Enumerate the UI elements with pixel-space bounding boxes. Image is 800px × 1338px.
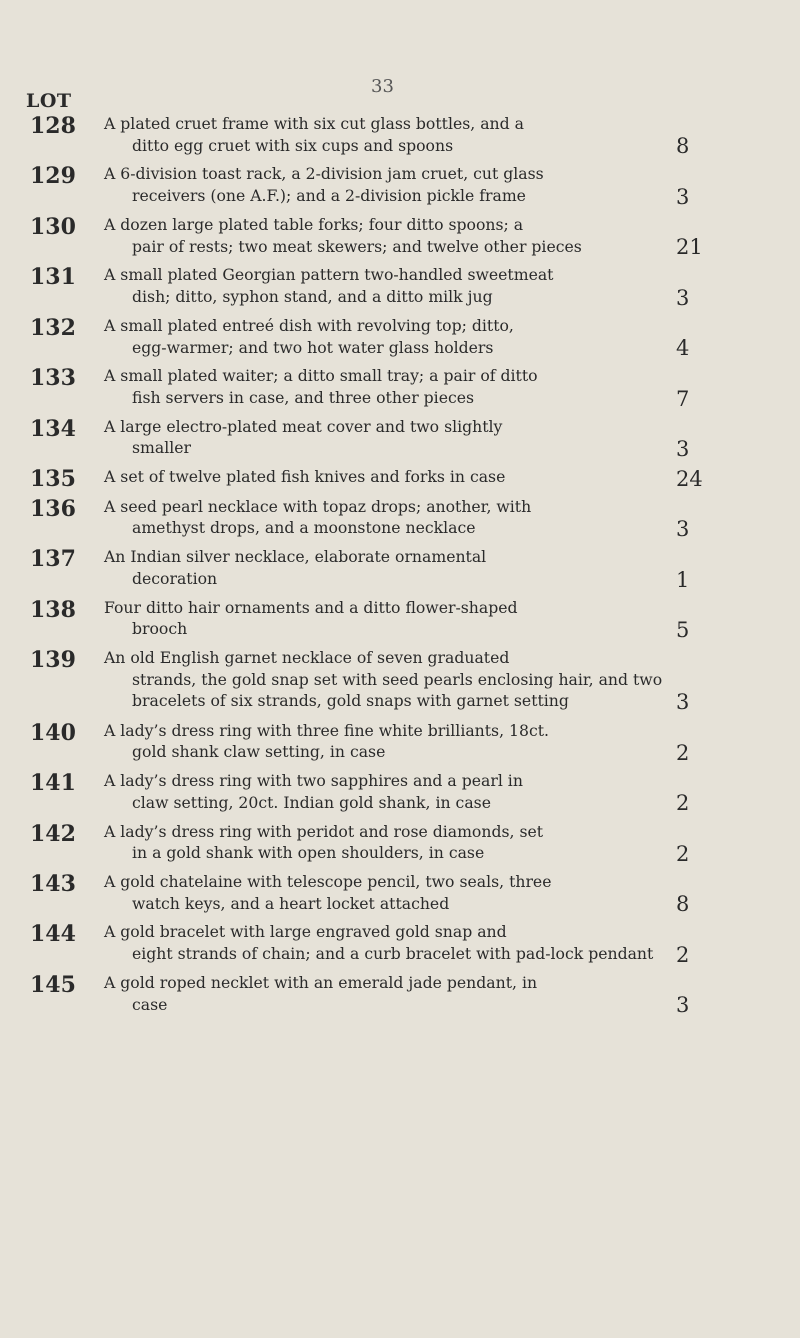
lot-description: A dozen large plated table forks; four ditto spoons; a pair of rests; two meat skewers; and twelve other pieces — [104, 214, 582, 256]
lot-price: 2 — [676, 740, 690, 765]
lot-description: A large electro-plated meat cover and two slightly smaller — [104, 416, 503, 458]
lot-number: 145 — [30, 971, 76, 998]
lot-price: 2 — [676, 791, 690, 816]
lot-price: 5 — [676, 618, 690, 642]
lot-description: A plated cruet frame with six cut glass bottles, and a ditto egg cruet with six cups and spoons — [104, 114, 524, 155]
lot-number: 138 — [30, 596, 76, 623]
lot-number: 137 — [30, 546, 76, 573]
lot-price: 4 — [676, 336, 690, 361]
lot-column-header: LOT — [26, 90, 72, 112]
lot-description: A set of twelve plated fish knives and forks in case — [104, 467, 506, 487]
lot-number: 132 — [30, 314, 76, 341]
lot-price: 21 — [676, 235, 703, 260]
lot-number: 144 — [30, 921, 76, 948]
lot-number: 140 — [30, 719, 76, 746]
lot-price: 3 — [676, 437, 690, 462]
lot-price: 3 — [676, 184, 690, 209]
lot-number: 142 — [30, 820, 76, 847]
lot-description: A gold roped necklet with an emerald jade pendant, in case — [104, 972, 538, 1014]
lot-price: 3 — [676, 690, 690, 715]
lot-description: Four ditto hair ornaments and a ditto flower-shaped brooch — [104, 597, 518, 639]
lot-price: 7 — [676, 386, 690, 411]
lot-description: A lady’s dress ring with two sapphires and a pearl in claw setting, 20ct. Indian gold shank, in case — [104, 771, 523, 812]
lot-description: An Indian silver necklace, elaborate ornamental decoration — [104, 547, 487, 588]
lot-price: 3 — [676, 285, 690, 310]
lot-description: A seed pearl necklace with topaz drops; another, with amethyst drops, and a moonstone necklace — [104, 496, 532, 538]
lot-number: 141 — [30, 770, 76, 797]
lot-price: 8 — [676, 134, 690, 159]
lot-price: 24 — [676, 466, 703, 491]
lot-description: A lady’s dress ring with three fine white brilliants, 18ct. gold shank claw setting, in case — [104, 720, 549, 762]
lot-number: 133 — [30, 365, 76, 392]
lot-description: A small plated waiter; a ditto small tray; a pair of ditto fish servers in case, and three other pieces — [104, 366, 538, 407]
lot-description: A gold chatelaine with telescope pencil, two seals, three watch keys, and a heart locket attached — [104, 871, 552, 913]
lot-price: 3 — [676, 517, 690, 542]
lot-description: A lady’s dress ring with peridot and rose diamonds, set in a gold shank with open shoulders, in case — [104, 821, 544, 863]
lot-description: A 6-division toast rack, a 2-division jam cruet, cut glass receivers (one A.F.); and a 2-division pickle frame — [104, 164, 544, 206]
lot-number: 131 — [30, 264, 76, 291]
lot-description: A small plated entreé dish with revolving top; ditto, egg-warmer; and two hot water glass holders — [104, 315, 514, 357]
lot-description: An old English garnet necklace of seven graduated strands, the gold snap set with seed pearls enclosing hair, and two bracelets of six strands, gold snaps with garnet setting — [104, 648, 663, 711]
lot-price: 3 — [676, 993, 690, 1018]
lot-number: 136 — [30, 495, 76, 522]
lot-number: 130 — [30, 213, 76, 240]
lot-price: 1 — [676, 567, 690, 592]
lot-number: 143 — [30, 870, 76, 897]
lot-price: 2 — [676, 942, 690, 967]
lot-description: A small plated Georgian pattern two-handled sweetmeat dish; ditto, syphon stand, and a ditto milk jug — [104, 265, 554, 307]
lot-number: 135 — [30, 466, 76, 493]
lot-number: 129 — [30, 163, 76, 190]
page-number: 33 — [371, 76, 394, 97]
lot-price: 2 — [676, 841, 690, 866]
lot-number: 134 — [30, 415, 76, 442]
lot-number: 128 — [30, 113, 76, 139]
lot-price: 8 — [676, 892, 690, 917]
lot-description: A gold bracelet with large engraved gold snap and eight strands of chain; and a curb bracelet with pad-lock pendant — [104, 922, 654, 964]
lot-number: 139 — [30, 647, 76, 674]
